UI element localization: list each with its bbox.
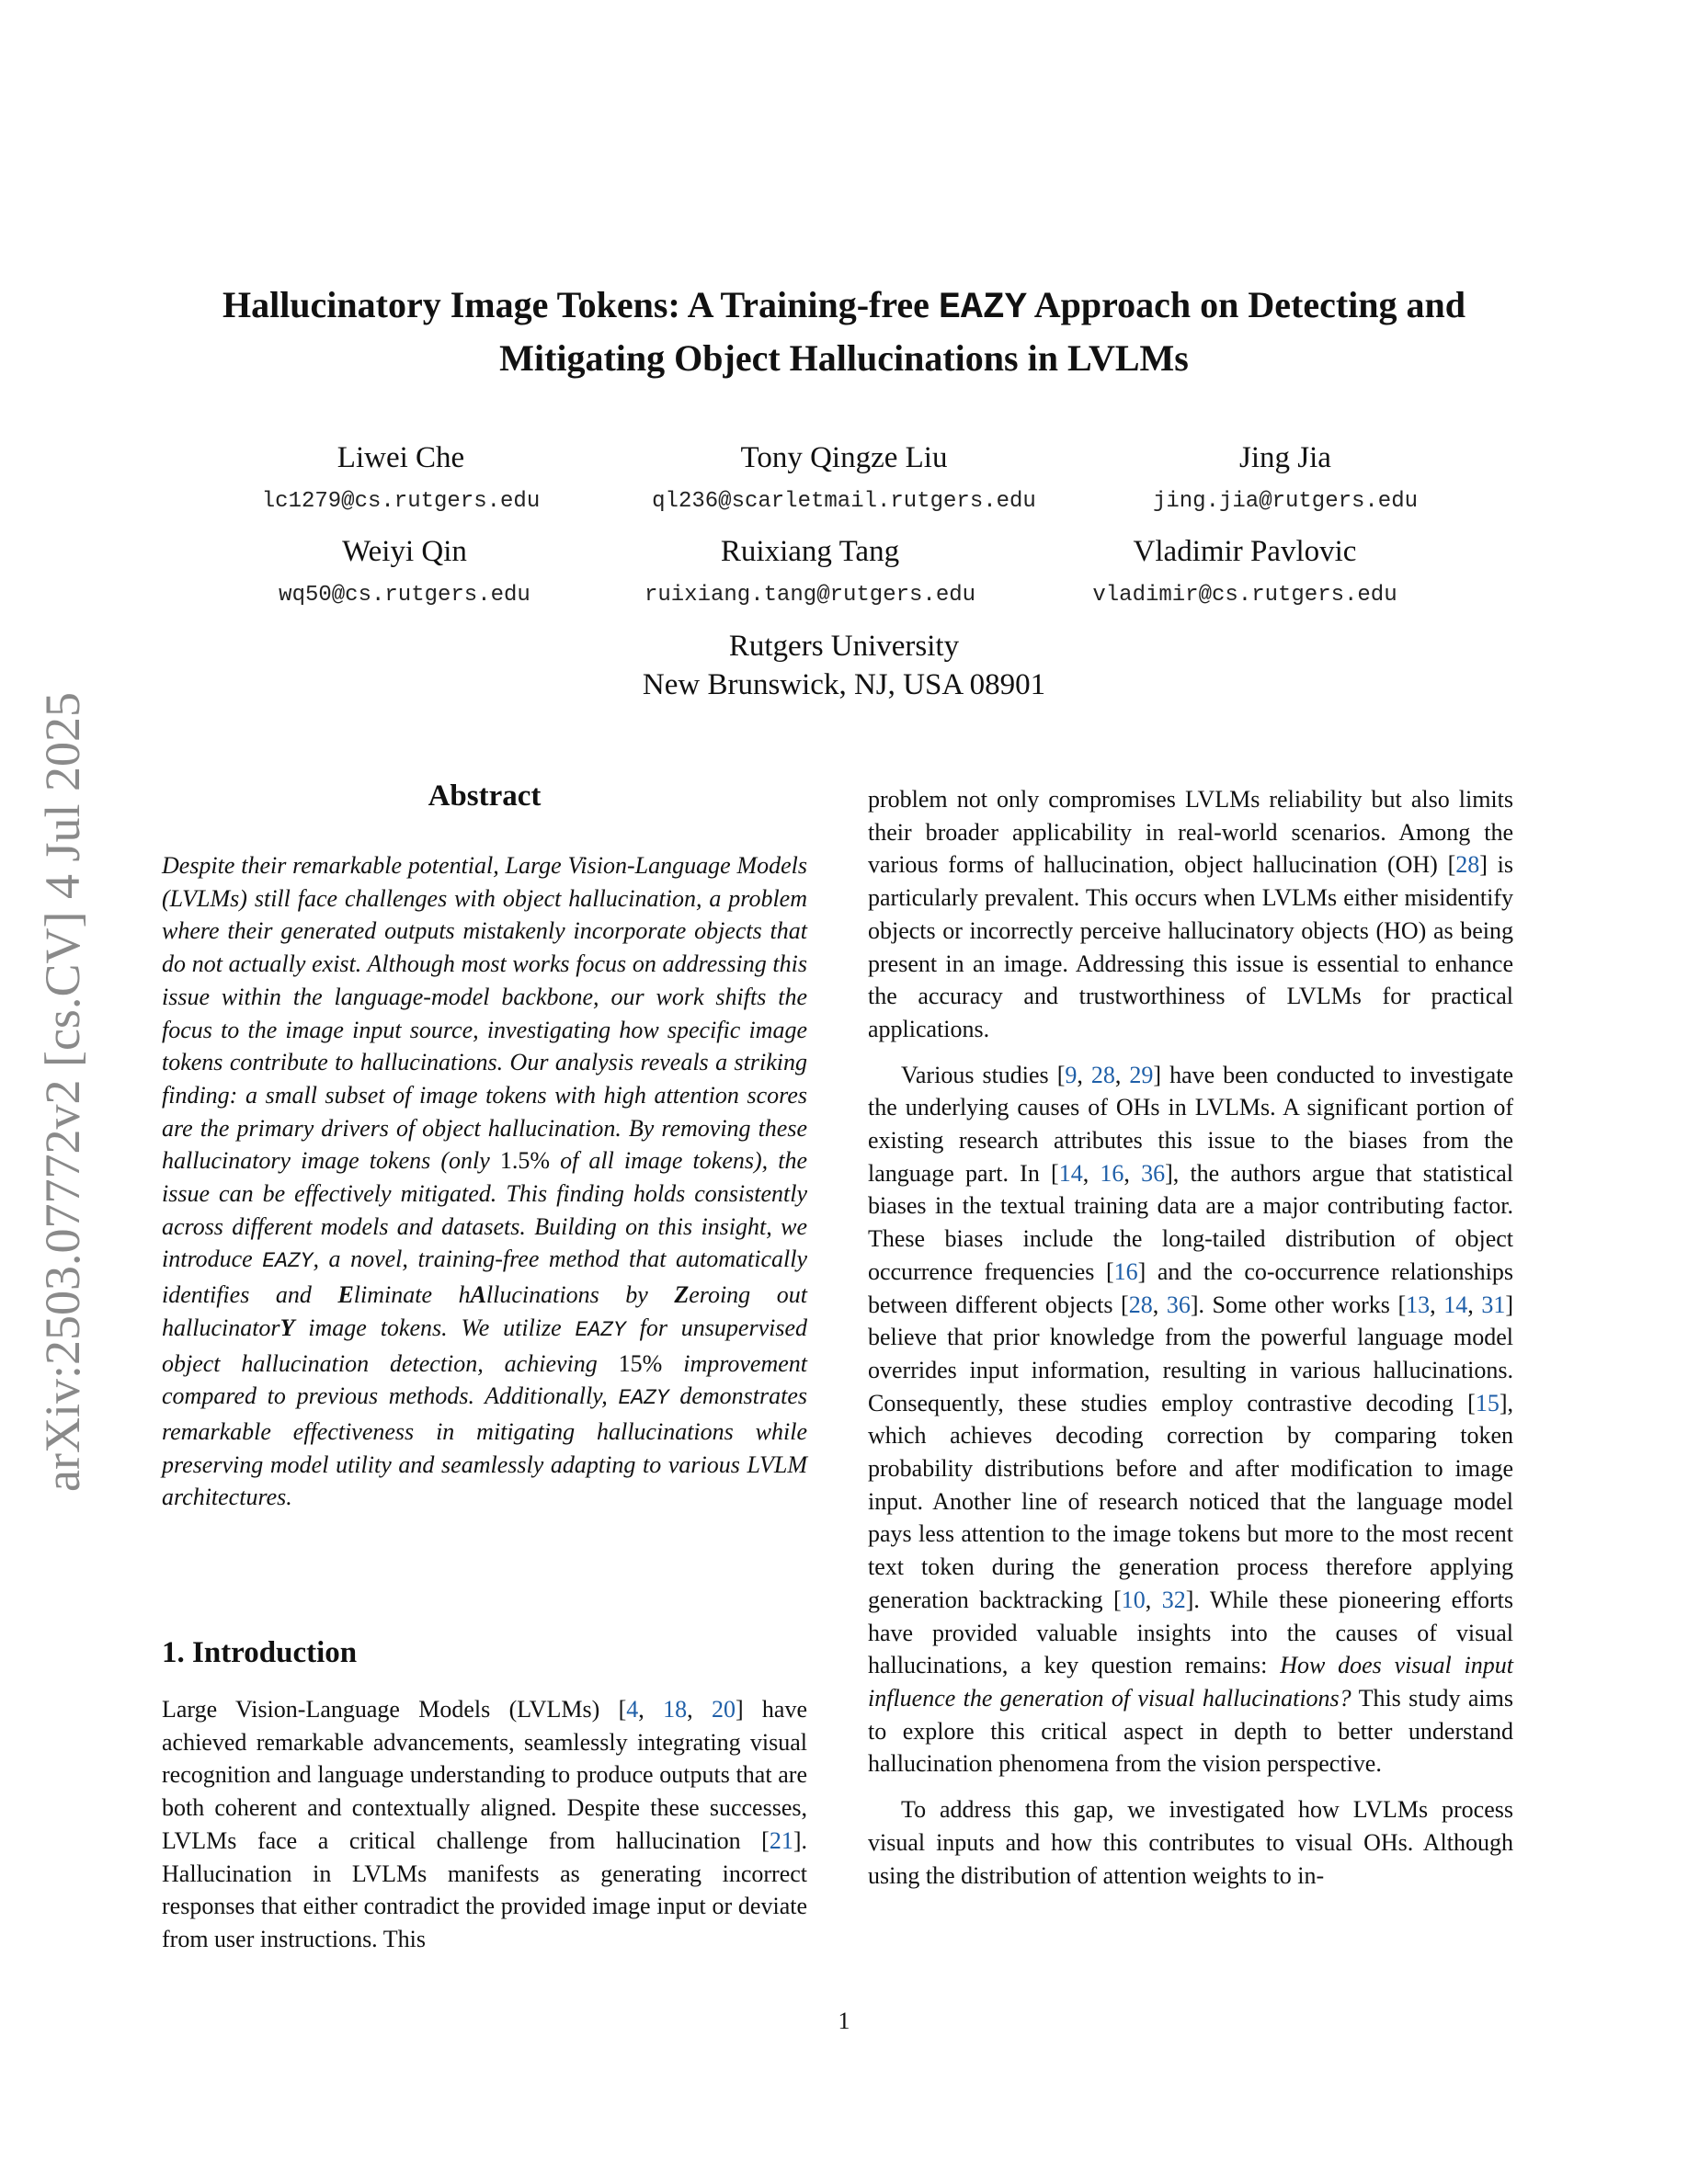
author-email-3: jing.jia@rutgers.edu	[1152, 489, 1419, 514]
author-name-4: Weiyi Qin	[342, 535, 467, 568]
author-name-2: Tony Qingze Liu	[740, 441, 948, 474]
citation-link[interactable]: 9	[1065, 1061, 1078, 1088]
title-line1-tail: Approach on Detecting and	[1026, 284, 1466, 325]
citation-link[interactable]: 29	[1129, 1061, 1154, 1088]
citation-link[interactable]: 28	[1090, 1061, 1115, 1088]
citation-link[interactable]: 31	[1481, 1291, 1506, 1318]
author-email-4: wq50@cs.rutgers.edu	[279, 583, 530, 608]
abstract-body	[162, 849, 807, 1514]
citation-link[interactable]: 18	[663, 1696, 688, 1723]
citation-link[interactable]: 16	[1100, 1159, 1124, 1187]
method-name: EAZY	[262, 1249, 314, 1274]
citation-link[interactable]: 14	[1058, 1159, 1083, 1187]
abstract-heading: Abstract	[428, 779, 542, 813]
title-line2-text: Mitigating Object Hallucinations in LVLMs	[499, 337, 1189, 379]
citation-link[interactable]: 28	[1455, 851, 1480, 879]
right-paragraph-2: Various studies [9, 28, 29] have been conducted to investigate the underlying causes of OHs in LVLMs. A significant portion of existing research attributes this issue to the biases from the language part. In [14, 16, 36], the authors argue that statistical biases in the textual training data are a major contributing factor. These biases include the long-tailed distribution of object occurrence frequencies [16] and the co-occurrence relationships between different objects [28, 36]. Some other works [13, 14, 31] believe that prior knowledge from the powerful language model overrides input information, resulting in various hallucinations. Consequently, these studies employ contrastive decoding [15], which achieves decoding correction by comparing token probability distributions before and after modification to image input. Another line of research noticed that the language model pays less attention to the image tokens but more to the most recent text token during the generation process therefore applying generation backtracking [10, 32]. While these pioneering efforts have provided valuable insights into the causes of visual hallucinations, a key question remains: How does visual input influence the generation of visual hallucinations? This study aims to explore this critical aspect in depth to better understand hallucination phenomena from the vision perspective.	[868, 1061, 1514, 1778]
affiliation: Rutgers University	[728, 630, 960, 663]
page-number: 1	[838, 2008, 850, 2034]
citation-link[interactable]: 10	[1121, 1586, 1146, 1613]
citation-link[interactable]: 13	[1406, 1291, 1431, 1318]
section-heading-introduction: 1. Introduction	[162, 1636, 358, 1669]
intro-paragraph: Large Vision-Language Models (LVLMs) [4, 18, 20] have achieved remarkable advancements, seamlessly integrating visual recognition and language understanding to produce outputs that are both coherent and contextually aligned. Despite these successes, LVLMs face a critical challenge from hallucination [21]. Hallucination in LVLMs manifests as generating incorrect responses that either contradict the provided image input or deviate from user instructions. This	[162, 1696, 807, 1952]
author-email-2: ql236@scarletmail.rutgers.edu	[652, 489, 1036, 514]
author-email-6: vladimir@cs.rutgers.edu	[1092, 583, 1397, 608]
abstract-paragraph: Despite their remarkable potential, Large Vision-Language Models (LVLMs) still face challenges with object hallucination, a problem where their generated outputs mistakenly incorporate objects that do not actually exist. Although most works focus on addressing this issue within the language-model backbone, our work shifts the focus to the image input source, investigating how specific image tokens contribute to hallucinations. Our analysis reveals a striking finding: a small subset of image tokens with high attention scores are the primary drivers of object hallucination. By removing these hallucinatory image tokens (only 1.5% of all image tokens), the issue can be effectively mitigated. This finding holds consistently across different models and datasets. Building on this insight, we introduce EAZY, a novel, training-free method that automatically identifies and Eliminate hAllucinations by Zeroing out hallucinatorY image tokens. We utilize EAZY for unsupervised object hallucination detection, achieving 15% improvement compared to previous methods. Additionally, EAZY demonstrates remarkable effectiveness in mitigating hallucinations while preserving model utility and seamlessly adapting to various LVLM architectures.	[162, 852, 808, 1511]
author-email-5: ruixiang.tang@rutgers.edu	[644, 583, 976, 608]
citation-link[interactable]: 4	[626, 1696, 639, 1723]
method-name: EAZY	[618, 1386, 669, 1411]
right-paragraph-1: problem not only compromises LVLMs reliability but also limits their broader applicability in real-world scenarios. Among the various forms of hallucination, object hallucination (OH) [28] is particularly prevalent. This occurs when LVLMs either misidentify objects or incorrectly perceive hallucinatory objects (HO) as being present in an image. Addressing this issue is essential to enhance the accuracy and trustworthiness of LVLMs for practical applications.	[868, 786, 1513, 1042]
citation-link[interactable]: 36	[1166, 1291, 1191, 1318]
title-line1-text: Hallucinatory Image Tokens: A Training-free	[222, 284, 939, 325]
author-name-6: Vladimir Pavlovic	[1133, 535, 1357, 568]
right-column	[868, 783, 1513, 1892]
citation-link[interactable]: 20	[711, 1696, 736, 1723]
citation-link[interactable]: 32	[1161, 1586, 1186, 1613]
title-method-name: EAZY	[938, 288, 1027, 329]
citation-link[interactable]: 21	[769, 1826, 793, 1854]
author-name-1: Liwei Che	[336, 441, 465, 474]
method-name: EAZY	[575, 1317, 626, 1342]
author-name-5: Ruixiang Tang	[720, 535, 900, 568]
citation-link[interactable]: 15	[1475, 1389, 1500, 1416]
author-name-3: Jing Jia	[1239, 441, 1331, 474]
citation-link[interactable]: 16	[1113, 1257, 1138, 1285]
citation-link[interactable]: 36	[1141, 1159, 1166, 1187]
affiliation-address: New Brunswick, NJ, USA 08901	[642, 668, 1046, 701]
author-email-1: lc1279@cs.rutgers.edu	[261, 489, 541, 514]
right-paragraph-3: To address this gap, we investigated how LVLMs process visual inputs and how this contributes to visual OHs. Although using the distribution of attention weights to in-	[868, 1796, 1513, 1889]
arxiv-identifier-stamp: arXiv:2503.07772v2 [cs.CV] 4 Jul 2025	[35, 692, 90, 1492]
citation-link[interactable]: 14	[1443, 1291, 1468, 1318]
research-question: How does visual input influence the generation of visual hallucinations?	[868, 1652, 1513, 1712]
paper-title	[138, 280, 1550, 383]
citation-link[interactable]: 28	[1128, 1291, 1153, 1318]
